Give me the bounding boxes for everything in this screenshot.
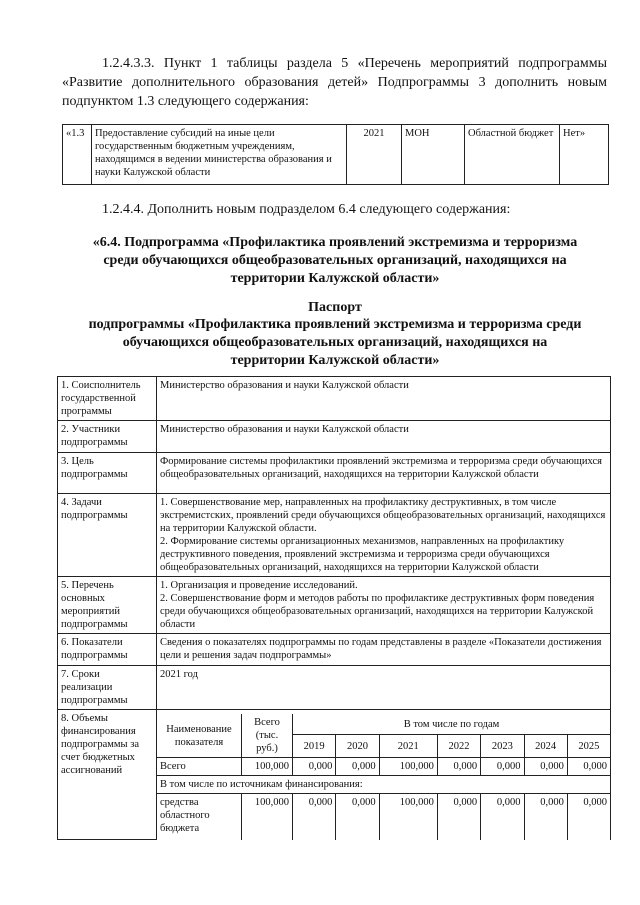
row-executor: МОН xyxy=(402,125,465,185)
paragraph-2: 1.2.4.4. Дополнить новым подразделом 6.4 следующего содержания: xyxy=(102,202,511,217)
passport-value: Формирование системы профилактики проявлений экстремизма и терроризма среди обучающихся общеобразовательных организаций, находящихся на территории Калужской области xyxy=(157,453,611,494)
row-text: Предоставление субсидий на иные цели государственным бюджетным учреждениям, находящимся в ведении министерства образования и науки Калужской области xyxy=(92,125,347,185)
total-row-value: 0,000 xyxy=(293,758,336,776)
passport-value: Министерство образования и науки Калужской области xyxy=(157,377,611,421)
row-source: Областной бюджет xyxy=(465,125,560,185)
total-row-name: Всего xyxy=(157,758,242,776)
finance-col-name: Наименование показателя xyxy=(157,714,242,758)
year-header: 2021 xyxy=(379,735,437,758)
year-header: 2020 xyxy=(336,735,379,758)
passport-label: 7. Сроки реализации подпрограммы xyxy=(58,666,157,710)
year-header: 2025 xyxy=(567,735,610,758)
regional-row-value: 0,000 xyxy=(437,794,480,840)
passport-table xyxy=(57,376,611,840)
regional-row-name: средства областного бюджета xyxy=(157,794,242,840)
finance-col-years: В том числе по годам xyxy=(293,714,611,735)
total-row-value: 0,000 xyxy=(524,758,567,776)
total-row-value: 100,000 xyxy=(379,758,437,776)
total-row-value: 0,000 xyxy=(437,758,480,776)
finance-label: 8. Объемы финансирования подпрограммы за счет бюджетных ассигнований xyxy=(58,710,157,840)
year-header: 2022 xyxy=(437,735,480,758)
row-amount: Нет» xyxy=(560,125,609,185)
passport-value: Министерство образования и науки Калужской области xyxy=(157,421,611,453)
passport-title: Паспорт xyxy=(308,300,362,315)
passport-value: 1. Совершенствование мер, направленных на профилактику деструктивных, в том числе экстремистских, проявлений среди обучающихся общеобразовательных организаций, находящихся на территории Калужской области. 2. Формирование системы организационных механизмов, направленных на профилактику деструктивного поведения, проявлений экстремизма и терроризма среди обучающихся общеобразовательных организаций, находящихся на территории Калужской области xyxy=(157,494,611,577)
total-row-total: 100,000 xyxy=(242,758,293,776)
total-row-value: 0,000 xyxy=(336,758,379,776)
finance-cell xyxy=(157,710,611,840)
regional-row-value: 100,000 xyxy=(379,794,437,840)
total-row-value: 0,000 xyxy=(481,758,524,776)
year-header: 2019 xyxy=(293,735,336,758)
regional-row-total: 100,000 xyxy=(242,794,293,840)
regional-row-value: 0,000 xyxy=(293,794,336,840)
passport-label: 1. Соисполнитель государственной программы xyxy=(58,377,157,421)
regional-row-value: 0,000 xyxy=(524,794,567,840)
paragraph-1: 1.2.4.3.3. Пункт 1 таблицы раздела 5 «Перечень мероприятий подпрограммы «Развитие дополнительного образования детей» Подпрограммы 3 дополнить новым подпунктом 1.3 следующего содержания: xyxy=(62,56,607,109)
measures-table-row xyxy=(62,124,609,185)
year-header: 2023 xyxy=(481,735,524,758)
sources-caption: В том числе по источникам финансирования: xyxy=(157,776,610,794)
section-heading: «6.4. Подпрограмма «Профилактика проявлений экстремизма и терроризма среди обучающихся общеобразовательных организаций, находящихся на территории Калужской области» xyxy=(92,235,578,286)
passport-label: 3. Цель подпрограммы xyxy=(58,453,157,494)
passport-value: Сведения о показателях подпрограммы по годам представлены в разделе «Показатели достижения цели и решения задач подпрограммы» xyxy=(157,634,611,666)
finance-col-total: Всего (тыс. руб.) xyxy=(242,714,293,758)
year-header: 2024 xyxy=(524,735,567,758)
row-year: 2021 xyxy=(347,125,402,185)
finance-table xyxy=(157,714,610,840)
passport-label: 5. Перечень основных мероприятий подпрограммы xyxy=(58,577,157,634)
total-row-value: 0,000 xyxy=(567,758,610,776)
regional-row-value: 0,000 xyxy=(481,794,524,840)
passport-heading: подпрограммы «Профилактика проявлений экстремизма и терроризма среди обучающихся общеобразовательных организаций, находящихся на территории Калужской области» xyxy=(88,317,582,368)
passport-label: 2. Участники подпрограммы xyxy=(58,421,157,453)
row-number: «1.3 xyxy=(63,125,92,185)
passport-value: 1. Организация и проведение исследований. 2. Совершенствование форм и методов работы по профилактике деструктивных форм поведения среди обучающихся общеобразовательных организаций, находящихся на территории Калужской области xyxy=(157,577,611,634)
passport-value: 2021 год xyxy=(157,666,611,710)
regional-row-value: 0,000 xyxy=(567,794,610,840)
regional-row-value: 0,000 xyxy=(336,794,379,840)
passport-label: 4. Задачи подпрограммы xyxy=(58,494,157,577)
passport-label: 6. Показатели подпрограммы xyxy=(58,634,157,666)
